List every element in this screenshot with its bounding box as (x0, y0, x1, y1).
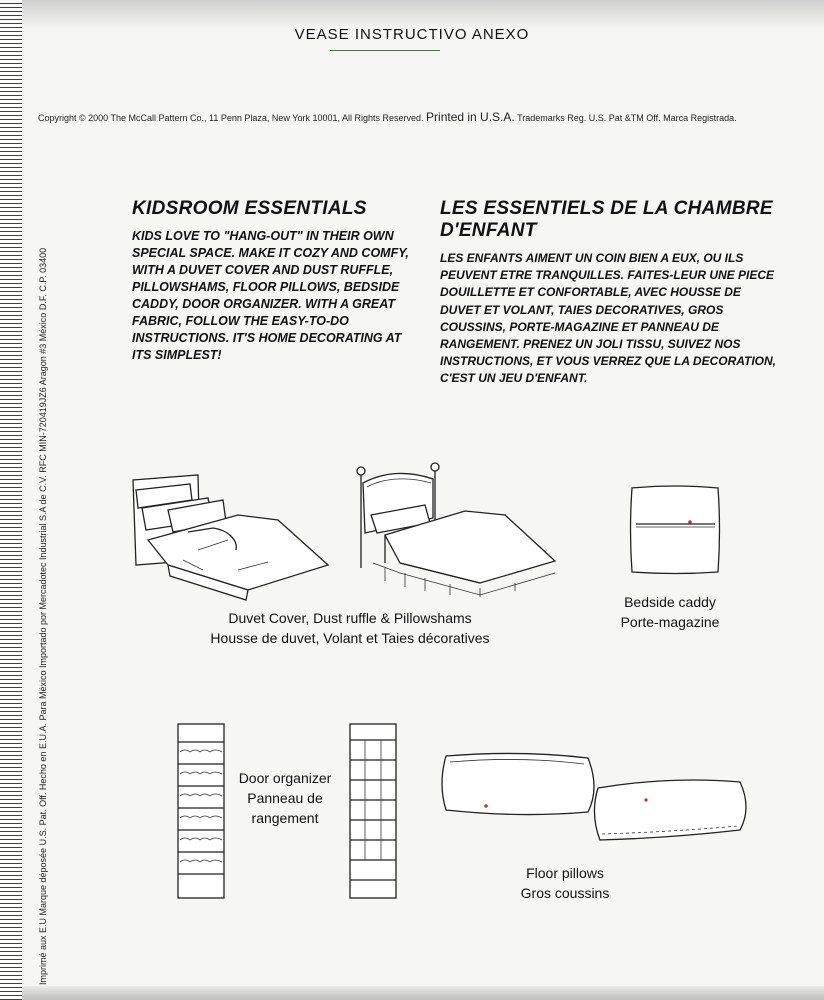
english-title: KIDSROOM ESSENTIALS (132, 198, 367, 219)
bottom-fold-edge (22, 986, 824, 1000)
bedside-caddy-illustration (628, 484, 723, 576)
french-body: LES ENFANTS AIMENT UN COIN BIEN A EUX, OU ILS PEUVENT ETRE TRANQUILLES. FAITES-LEUR UNE PIECE DOUILLETTE ET CONFORTABLE, AVEC HOUSSE DE DUVET ET VOLANT, TAIES DECORATIVES, GROS COUSSINS, PORTE-MAGAZINE ET PANNEAU DE RANGEMENT. PRENEZ UN JOLI TISSU, SUIVEZ NOS INSTRUCTIONS, ET VOUS VERREZ QUE LA DECORATION, C'EST UN JEU D'ENFANT. (440, 251, 777, 386)
door-organizer-illustration-1 (175, 722, 227, 900)
caption-caddy-fr: Porte-magazine (620, 614, 720, 630)
caption-duvet-en: Duvet Cover, Dust ruffle & Pillowshams (228, 610, 472, 626)
english-column (132, 198, 422, 364)
caption-floor-fr: Gros coussins (520, 885, 610, 901)
caption-door-fr-1: Panneau de (247, 790, 323, 806)
caption-duvet-fr: Housse de duvet, Volant et Taies décoratives (210, 630, 490, 646)
side-legal-text: Imprimé aux E.U Marque déposée U.S. Pat. Off. Hecho en E.U.A. Para México Importado por Mercadotec Industrial S.A de C.V. RFC MIN-720419JZ6 Aragon #3 México D.F. C.P. 03400 (38, 247, 48, 985)
caption-door (225, 768, 345, 828)
caption-floor-en: Floor pillows (526, 865, 604, 881)
caption-duvet (185, 608, 515, 648)
caption-door-fr-2: rangement (251, 810, 319, 826)
bed-illustration-2 (355, 463, 560, 598)
left-fold-edge (0, 0, 22, 1000)
floor-pillows-illustration (440, 748, 800, 848)
french-column (440, 198, 780, 388)
english-body: KIDS LOVE TO "HANG-OUT" IN THEIR OWN SPECIAL SPACE. MAKE IT COZY AND COMFY, WITH A DUVET COVER AND DUST RUFFLE, PILLOWSHAMS, FLOOR PILLOWS, BEDSIDE CADDY, DOOR ORGANIZER. WITH A GREAT FABRIC, FOLLOW THE EASY-TO-DO INSTRUCTIONS. IT'S HOME DECORATING AT ITS SIMPLEST! (132, 229, 409, 362)
caption-floor-pillows (495, 863, 635, 903)
door-organizer-illustration-2 (347, 722, 399, 900)
caption-door-en: Door organizer (238, 770, 332, 786)
caption-caddy-en: Bedside caddy (624, 594, 716, 610)
french-title: LES ESSENTIELS DE LA CHAMBRE D'ENFANT (440, 198, 773, 241)
bed-illustration-1 (128, 470, 333, 600)
caption-caddy (590, 592, 750, 632)
printed-text: Printed in U.S.A. (426, 110, 515, 124)
header-rule (330, 50, 440, 51)
header-top-line: VEASE INSTRUCTIVO ANEXO (294, 26, 530, 43)
copyright-text: Copyright © 2000 The McCall Pattern Co., 11 Penn Plaza, New York 10001, All Rights Reserved. (38, 113, 424, 123)
copyright-line (38, 110, 737, 124)
trademark-text: Trademarks Reg. U.S. Pat &TM Off. Marca Registrada. (517, 113, 737, 123)
